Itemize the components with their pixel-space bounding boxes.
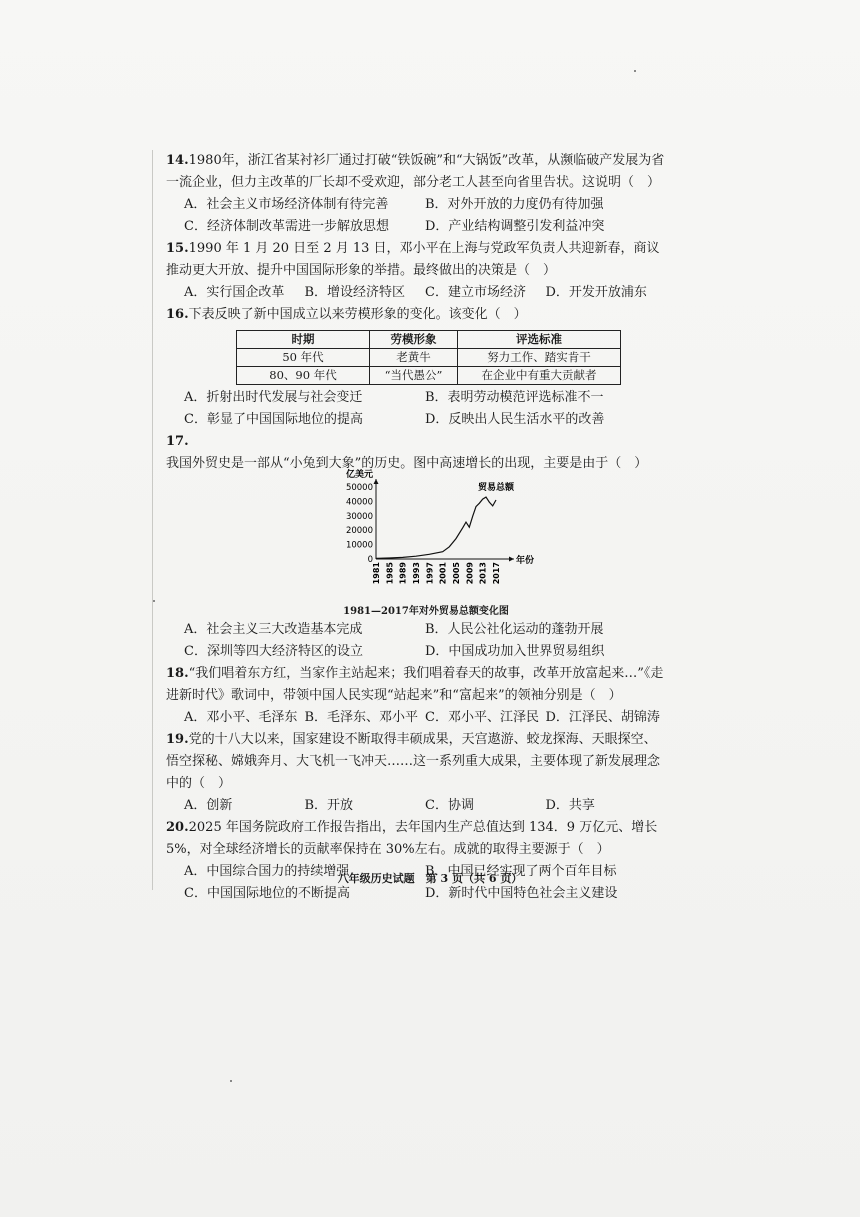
option-b[interactable]: B．对外开放的力度仍有待加强 [425,197,604,212]
x-tick-label: 1985 [385,562,395,585]
option-a[interactable]: A．中国综合国力的持续增强 [184,864,350,879]
table-cell: 努力工作、踏实肯干 [458,349,621,367]
option-d[interactable]: D．产业结构调整引发利益冲突 [425,219,605,234]
options [166,194,666,238]
option-a[interactable]: A．社会主义三大改造基本完成 [184,622,363,637]
question-stem: 1980年，浙江省某衬衫厂通过打破“铁饭碗”和“大锅饭”改革，从濒临破产发展为省一流企业，但力主改革的厂长却不受欢迎，部分老工人甚至向省里告状。这说明（ ） [166,153,665,190]
y-tick-label: 40000 [345,497,373,508]
model-worker-table [236,330,621,385]
question-stem: 2025 年国务院政府工作报告指出，去年国内生产总值达到 134．9 万亿元、增长 5%，对全球经济增长的贡献率保持在 30%左右。成就的取得主要源于（ ） [166,820,658,857]
option-b[interactable]: B．毛泽东、邓小平 [304,710,419,725]
question-20 [166,817,666,905]
x-tick-label: 2009 [465,562,475,585]
series-label: 贸易总额 [478,482,515,493]
scan-speck [230,1080,232,1082]
option-b[interactable]: B．增设经济特区 [304,285,406,300]
question-number: 20. [166,820,189,835]
table-cell: 老黄牛 [370,349,458,367]
x-tick-label: 1997 [425,562,435,585]
table-cell: 在企业中有重大贡献者 [458,367,621,385]
option-c[interactable]: C．彰显了中国国际地位的提高 [184,412,363,427]
binding-margin-line [152,150,153,890]
options [166,282,666,304]
table-row [237,349,621,367]
question-stem: 党的十八大以来，国家建设不断取得丰硕成果，天宫遨游、蛟龙探海、天眼探空、悟空探秘、嫦娥奔月、大飞机一飞冲天……这一系列重大成果，主要体现了新发展理念中的（ ） [166,732,661,791]
y-axis-arrow-icon [374,479,379,484]
y-tick-label: 10000 [345,540,373,551]
question-number: 18. [166,666,189,681]
options [166,795,666,817]
option-d[interactable]: D．江泽民、胡锦涛 [545,710,660,725]
option-d[interactable]: D．共享 [545,798,595,813]
table-cell: “当代愚公” [370,367,458,385]
options [166,707,666,729]
question-number: 19. [166,732,189,747]
series-line-trade-total [376,497,496,558]
option-a[interactable]: A．邓小平、毛泽东 [184,710,298,725]
x-tick-label: 2017 [492,562,501,585]
question-17 [166,431,666,663]
table-header: 时期 [237,331,370,349]
option-d[interactable]: D．开发开放浦东 [545,285,647,300]
option-b[interactable]: B．开放 [304,798,354,813]
scan-speck [153,600,155,602]
trade-chart-svg [326,470,535,601]
option-d[interactable]: D．中国成功加入世界贸易组织 [425,644,605,659]
question-15 [166,238,666,304]
option-b[interactable]: B．表明劳动模范评选标准不一 [425,390,604,405]
questions-area [166,150,666,905]
question-number: 14. [166,153,189,168]
option-c[interactable]: C．中国国际地位的不断提高 [184,886,350,901]
question-16 [166,304,666,431]
option-c[interactable]: C．邓小平、江泽民 [425,710,539,725]
question-18 [166,663,666,729]
option-c[interactable]: C．协调 [425,798,474,813]
question-stem: 下表反映了新中国成立以来劳模形象的变化。该变化（ ） [188,307,527,322]
x-tick-label: 2005 [452,562,461,585]
table-header-row [237,331,621,349]
x-tick-label: 1993 [412,562,421,585]
option-d[interactable]: D．反映出人民生活水平的改善 [425,412,605,427]
scan-speck [634,70,636,72]
question-14 [166,150,666,238]
option-c[interactable]: C．深圳等四大经济特区的设立 [184,644,363,659]
y-tick-label: 20000 [345,526,373,537]
option-c[interactable]: C．经济体制改革需进一步解放思想 [184,219,389,234]
question-stem: 我国外贸史是一部从“小兔到大象”的历史。图中高速增长的出现，主要是由于（ ） [166,456,648,471]
option-a[interactable]: A．实行国企改革 [184,285,285,300]
option-d[interactable]: D．新时代中国特色社会主义建设 [425,886,618,901]
table-row [237,367,621,385]
x-tick-label: 2001 [438,562,448,585]
option-b[interactable]: B．人民公社化运动的蓬勃开展 [425,622,604,637]
options [166,619,666,663]
x-axis-label: 年份 [516,556,535,566]
x-tick-label: 2013 [478,562,488,585]
x-tick-label: 1989 [398,562,408,585]
option-a[interactable]: A．社会主义市场经济体制有待完善 [184,197,389,212]
table-header: 评选标准 [458,331,621,349]
y-tick-label: 30000 [345,511,373,522]
option-c[interactable]: C．建立市场经济 [425,285,526,300]
y-tick-label: 50000 [345,483,373,493]
x-tick-label: 1981 [372,562,381,585]
question-19 [166,729,666,817]
question-number: 15. [166,241,189,256]
table-cell: 80、90 年代 [237,367,370,385]
table-header: 劳模形象 [370,331,458,349]
option-a[interactable]: A．折射出时代发展与社会变迁 [184,390,363,405]
chart-title: 1981—2017年对外贸易总额变化图 [343,606,509,617]
question-number: 17. [166,434,189,449]
option-a[interactable]: A．创新 [184,798,233,813]
table-cell: 50 年代 [237,349,370,367]
question-stem: “我们唱着东方红，当家作主站起来；我们唱着春天的故事，改革开放富起来…”《走进新时代》歌词中，带领中国人民实现“站起来”和“富起来”的领袖分别是（ ） [166,666,664,703]
y-tick-label: 0 [367,555,373,565]
options [166,387,666,431]
question-stem: 1990 年 1 月 20 日至 2 月 13 日，邓小平在上海与党政军负责人共迎新春，商议推动更大开放、提升中国国际形象的举措。最终做出的决策是（ ） [166,241,660,278]
trade-chart [326,470,535,619]
x-axis-arrow-icon [509,557,514,562]
question-number: 16. [166,307,189,322]
page-footer: 八年级历史试题 第 3 页（共 6 页） [337,872,523,885]
y-axis-label: 亿美元 [345,470,373,480]
option-b[interactable]: B．中国已经实现了两个百年目标 [425,864,617,879]
